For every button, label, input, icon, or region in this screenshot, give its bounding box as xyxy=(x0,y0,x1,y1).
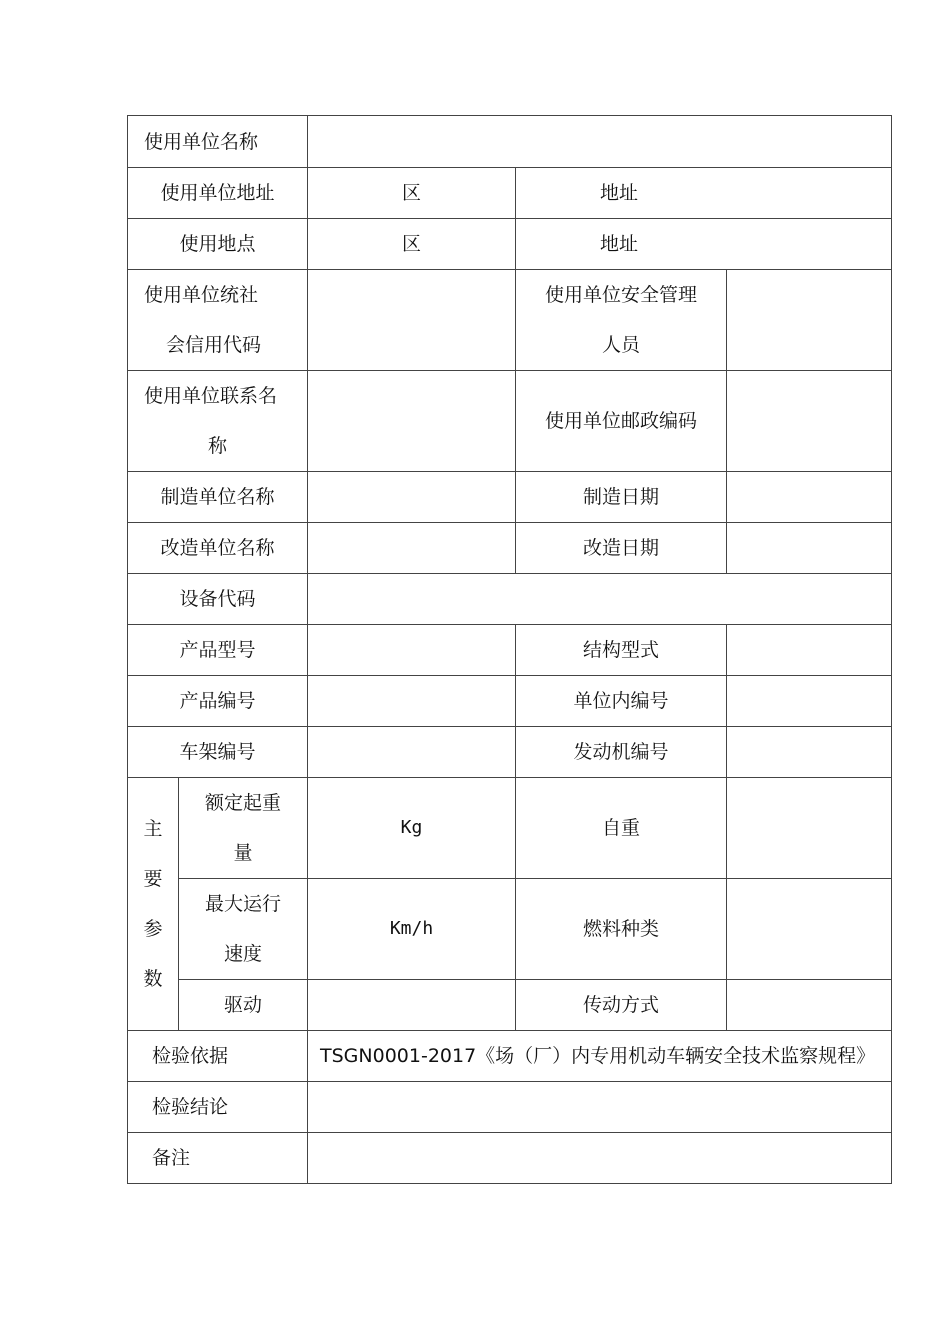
self-weight-value[interactable] xyxy=(727,778,892,879)
inspection-conclusion-value[interactable] xyxy=(308,1082,892,1133)
engine-number-label: 发动机编号 xyxy=(516,727,727,778)
structure-type-label: 结构型式 xyxy=(516,625,727,676)
contact-value[interactable] xyxy=(308,371,516,472)
row-rated-load xyxy=(128,778,892,879)
drive-value[interactable] xyxy=(308,980,516,1031)
postcode-value[interactable] xyxy=(727,371,892,472)
contact-label xyxy=(128,371,308,472)
postcode-label: 使用单位邮政编码 xyxy=(516,371,727,472)
row-frame-no xyxy=(128,727,892,778)
frame-number-value[interactable] xyxy=(308,727,516,778)
product-model-value[interactable] xyxy=(308,625,516,676)
device-code-label: 设备代码 xyxy=(128,574,308,625)
modifier-name-value[interactable] xyxy=(308,523,516,574)
main-params-char-2: 要 xyxy=(143,868,163,890)
contact-label-line1: 使用单位联系名 xyxy=(144,385,278,407)
frame-number-label: 车架编号 xyxy=(128,727,308,778)
use-unit-address-district: 区 xyxy=(308,168,516,219)
use-place-district: 区 xyxy=(308,219,516,270)
rated-load-label-line2: 量 xyxy=(233,842,253,864)
modification-date-label: 改造日期 xyxy=(516,523,727,574)
product-number-label: 产品编号 xyxy=(128,676,308,727)
max-speed-unit: Km/h xyxy=(308,879,516,980)
transmission-label: 传动方式 xyxy=(516,980,727,1031)
unit-internal-number-value[interactable] xyxy=(727,676,892,727)
row-use-place xyxy=(128,219,892,270)
use-place-label: 使用地点 xyxy=(128,219,308,270)
row-max-speed xyxy=(128,879,892,980)
row-use-unit-address xyxy=(128,168,892,219)
rated-load-label xyxy=(179,778,308,879)
contact-label-line2: 称 xyxy=(208,435,228,457)
rated-load-label-line1: 额定起重 xyxy=(205,792,282,814)
rated-load-unit: Kg xyxy=(308,778,516,879)
row-manufacturer xyxy=(128,472,892,523)
credit-code-label xyxy=(128,270,308,371)
row-remarks xyxy=(128,1133,892,1184)
main-params-group-label xyxy=(128,778,179,1031)
safety-manager-label-line1: 使用单位安全管理 xyxy=(545,284,698,306)
row-modifier xyxy=(128,523,892,574)
row-contact xyxy=(128,371,892,472)
max-speed-label-line2: 速度 xyxy=(224,943,263,965)
use-unit-address-label: 使用单位地址 xyxy=(128,168,308,219)
remarks-value[interactable] xyxy=(308,1133,892,1184)
main-params-char-3: 参 xyxy=(143,918,163,940)
row-drive xyxy=(128,980,892,1031)
row-model xyxy=(128,625,892,676)
safety-manager-label-line2: 人员 xyxy=(602,334,641,356)
main-params-char-4: 数 xyxy=(143,968,163,990)
use-place-address: 地址 xyxy=(516,219,892,270)
inspection-basis-label: 检验依据 xyxy=(128,1031,308,1082)
manufacture-date-label: 制造日期 xyxy=(516,472,727,523)
fuel-type-value[interactable] xyxy=(727,879,892,980)
modification-date-value[interactable] xyxy=(727,523,892,574)
manufacturer-name-value[interactable] xyxy=(308,472,516,523)
use-unit-name-value[interactable] xyxy=(308,116,892,168)
row-product-no xyxy=(128,676,892,727)
device-code-value[interactable] xyxy=(308,574,892,625)
drive-label: 驱动 xyxy=(179,980,308,1031)
row-inspection-basis xyxy=(128,1031,892,1082)
safety-manager-label xyxy=(516,270,727,371)
main-params-char-1: 主 xyxy=(143,818,163,840)
modifier-name-label: 改造单位名称 xyxy=(128,523,308,574)
manufacture-date-value[interactable] xyxy=(727,472,892,523)
credit-code-label-line2: 会信用代码 xyxy=(166,334,262,356)
row-use-unit-name xyxy=(128,116,892,168)
transmission-value[interactable] xyxy=(727,980,892,1031)
row-inspection-conclusion xyxy=(128,1082,892,1133)
manufacturer-name-label: 制造单位名称 xyxy=(128,472,308,523)
unit-internal-number-label: 单位内编号 xyxy=(516,676,727,727)
use-unit-name-label: 使用单位名称 xyxy=(128,116,308,168)
self-weight-label: 自重 xyxy=(516,778,727,879)
safety-manager-value[interactable] xyxy=(727,270,892,371)
row-device-code xyxy=(128,574,892,625)
use-unit-address-detail: 地址 xyxy=(516,168,892,219)
credit-code-label-line1: 使用单位统社 xyxy=(144,284,259,306)
remarks-label: 备注 xyxy=(128,1133,308,1184)
max-speed-label xyxy=(179,879,308,980)
product-number-value[interactable] xyxy=(308,676,516,727)
max-speed-label-line1: 最大运行 xyxy=(205,893,282,915)
inspection-conclusion-label: 检验结论 xyxy=(128,1082,308,1133)
engine-number-value[interactable] xyxy=(727,727,892,778)
row-credit-code xyxy=(128,270,892,371)
credit-code-value[interactable] xyxy=(308,270,516,371)
product-model-label: 产品型号 xyxy=(128,625,308,676)
fuel-type-label: 燃料种类 xyxy=(516,879,727,980)
inspection-basis-value: TSGN0001-2017《场（厂）内专用机动车辆安全技术监察规程》 xyxy=(308,1031,892,1082)
structure-type-value[interactable] xyxy=(727,625,892,676)
inspection-form-table xyxy=(127,115,892,1184)
